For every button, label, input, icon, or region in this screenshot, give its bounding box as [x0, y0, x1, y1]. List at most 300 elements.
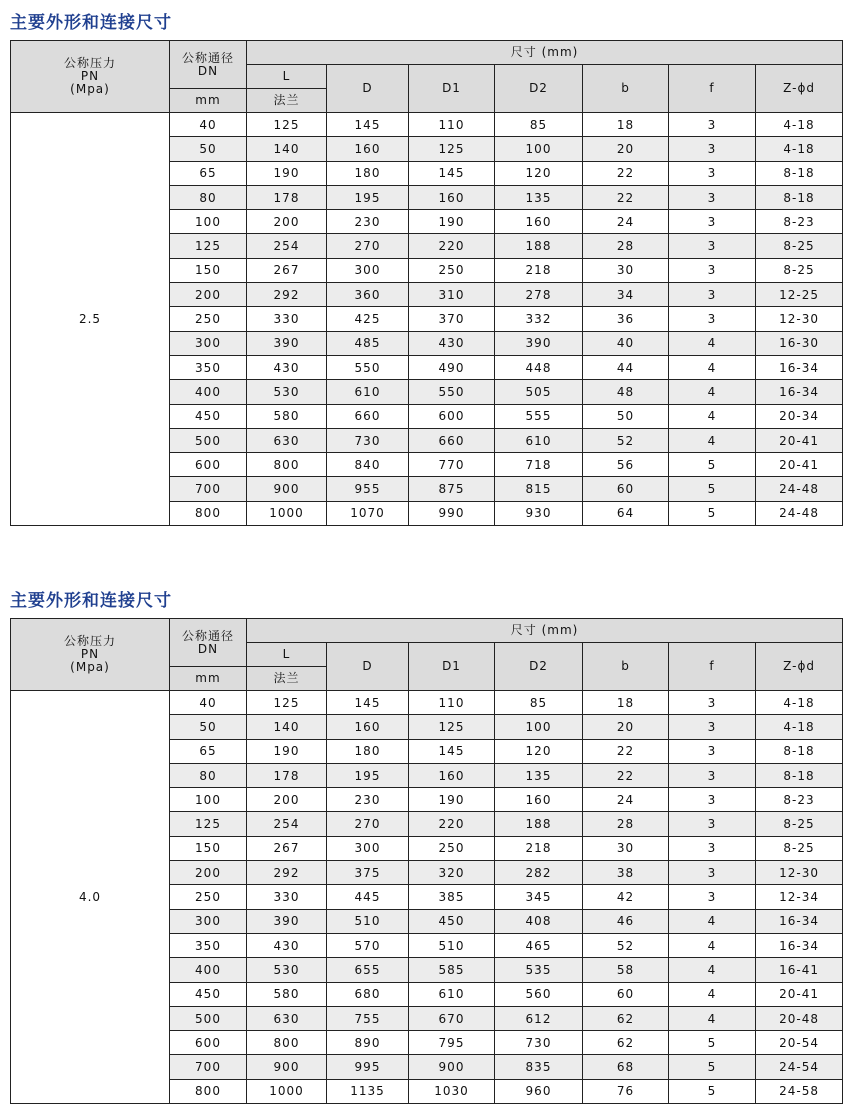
table-cell: 24-48 — [756, 477, 843, 501]
table-cell: 16-34 — [756, 933, 843, 957]
table-cell: 150 — [170, 258, 247, 282]
table-cell: 20-48 — [756, 1006, 843, 1030]
table-cell: 20-54 — [756, 1031, 843, 1055]
pn-value: 4.0 — [11, 691, 170, 1104]
l-header: L — [247, 65, 327, 89]
table-cell: 535 — [495, 958, 583, 982]
table-cell: 890 — [327, 1031, 409, 1055]
table-cell: 5 — [669, 501, 756, 525]
table-cell: 24-48 — [756, 501, 843, 525]
table-cell: 145 — [409, 161, 495, 185]
table-cell: 125 — [170, 234, 247, 258]
table-cell: 5 — [669, 1079, 756, 1103]
table-cell: 795 — [409, 1031, 495, 1055]
table-cell: 960 — [495, 1079, 583, 1103]
table-cell: 320 — [409, 861, 495, 885]
pn-header-pn-unit: (Mpa) — [70, 82, 110, 96]
dn-header-dn-sym: DN — [197, 63, 219, 78]
table-cell: 4 — [669, 958, 756, 982]
table-cell: 8-25 — [756, 812, 843, 836]
l-sub-header: 法兰 — [247, 667, 327, 691]
table-cell: 4 — [669, 355, 756, 379]
table-cell: 800 — [170, 501, 247, 525]
table-cell: 995 — [327, 1055, 409, 1079]
table-cell: 4 — [669, 404, 756, 428]
table-cell: 3 — [669, 885, 756, 909]
dn-header-dn-label: 公称通径 — [181, 50, 234, 65]
table-cell: 190 — [409, 788, 495, 812]
table-cell: 125 — [409, 137, 495, 161]
table-cell: 3 — [669, 258, 756, 282]
table-cell: 3 — [669, 113, 756, 137]
table-cell: 490 — [409, 355, 495, 379]
table-cell: 630 — [247, 1006, 327, 1030]
table-cell: 345 — [495, 885, 583, 909]
table-cell: 178 — [247, 185, 327, 209]
pn-header-pn-label: 公称压力 — [63, 634, 116, 648]
table-cell: 330 — [247, 885, 327, 909]
table-cell: 20 — [583, 137, 669, 161]
table-cell: 120 — [495, 161, 583, 185]
table-cell: 16-30 — [756, 331, 843, 355]
table-cell: 555 — [495, 404, 583, 428]
table-cell: 770 — [409, 453, 495, 477]
table-cell: 450 — [170, 404, 247, 428]
col-header: Z-ϕd — [756, 643, 843, 691]
col-header: D1 — [409, 643, 495, 691]
table-cell: 250 — [170, 885, 247, 909]
table-cell: 3 — [669, 185, 756, 209]
table-cell: 40 — [170, 691, 247, 715]
table-cell: 52 — [583, 428, 669, 452]
table-cell: 3 — [669, 137, 756, 161]
table-cell: 292 — [247, 861, 327, 885]
table-cell: 18 — [583, 691, 669, 715]
table-cell: 3 — [669, 812, 756, 836]
table-cell: 160 — [409, 763, 495, 787]
table-cell: 5 — [669, 1055, 756, 1079]
table-cell: 62 — [583, 1031, 669, 1055]
table-row — [11, 113, 843, 137]
table-cell: 1070 — [327, 501, 409, 525]
table-cell: 680 — [327, 982, 409, 1006]
table-cell: 160 — [409, 185, 495, 209]
table-cell: 4-18 — [756, 137, 843, 161]
table-cell: 430 — [247, 933, 327, 957]
table-cell: 448 — [495, 355, 583, 379]
dn-header-dn-label: 公称通径 — [181, 628, 234, 643]
table-cell: 16-34 — [756, 380, 843, 404]
table-cell: 145 — [327, 113, 409, 137]
table-cell: 278 — [495, 283, 583, 307]
table-cell: 218 — [495, 836, 583, 860]
table-cell: 100 — [495, 715, 583, 739]
table-cell: 1030 — [409, 1079, 495, 1103]
table-cell: 840 — [327, 453, 409, 477]
table-cell: 300 — [170, 909, 247, 933]
table-cell: 12-30 — [756, 861, 843, 885]
table-cell: 125 — [247, 691, 327, 715]
table-cell: 180 — [327, 739, 409, 763]
table-cell: 580 — [247, 404, 327, 428]
col-header: D — [327, 65, 409, 113]
table-cell: 610 — [327, 380, 409, 404]
table-cell: 80 — [170, 763, 247, 787]
dn-header — [170, 41, 247, 89]
table-cell: 3 — [669, 161, 756, 185]
table-cell: 160 — [327, 715, 409, 739]
table-cell: 140 — [247, 715, 327, 739]
pn-header — [11, 619, 170, 691]
table-cell: 800 — [170, 1079, 247, 1103]
table-cell: 85 — [495, 691, 583, 715]
table-cell: 4 — [669, 909, 756, 933]
table-cell: 510 — [409, 933, 495, 957]
table-cell: 4 — [669, 380, 756, 404]
pn-header-pn-sym: PN — [80, 69, 100, 83]
table-cell: 145 — [409, 739, 495, 763]
table-cell: 190 — [247, 739, 327, 763]
table-cell: 8-25 — [756, 234, 843, 258]
table-cell: 100 — [495, 137, 583, 161]
table-cell: 250 — [409, 836, 495, 860]
table-cell: 8-18 — [756, 161, 843, 185]
table-cell: 900 — [247, 477, 327, 501]
table-cell: 188 — [495, 234, 583, 258]
table-cell: 3 — [669, 715, 756, 739]
table-cell: 135 — [495, 185, 583, 209]
table-cell: 300 — [170, 331, 247, 355]
table-cell: 330 — [247, 307, 327, 331]
table-cell: 140 — [247, 137, 327, 161]
pn-header-pn-sym: PN — [80, 647, 100, 661]
table-cell: 22 — [583, 161, 669, 185]
table-cell: 12-34 — [756, 885, 843, 909]
table-cell: 408 — [495, 909, 583, 933]
table-cell: 350 — [170, 355, 247, 379]
table-cell: 76 — [583, 1079, 669, 1103]
table-cell: 48 — [583, 380, 669, 404]
table-cell: 3 — [669, 763, 756, 787]
table-cell: 34 — [583, 283, 669, 307]
table-cell: 20-41 — [756, 428, 843, 452]
table-cell: 3 — [669, 861, 756, 885]
table-cell: 125 — [170, 812, 247, 836]
table-cell: 282 — [495, 861, 583, 885]
table-cell: 254 — [247, 234, 327, 258]
table-cell: 700 — [170, 477, 247, 501]
table-cell: 3 — [669, 307, 756, 331]
table-cell: 600 — [170, 1031, 247, 1055]
table-cell: 300 — [327, 258, 409, 282]
col-header: f — [669, 65, 756, 113]
table-cell: 50 — [170, 137, 247, 161]
table-cell: 400 — [170, 380, 247, 404]
table-cell: 250 — [170, 307, 247, 331]
table-cell: 1000 — [247, 501, 327, 525]
table-cell: 200 — [170, 861, 247, 885]
table-cell: 80 — [170, 185, 247, 209]
table-cell: 465 — [495, 933, 583, 957]
dimensions-table-1 — [10, 40, 843, 526]
table-cell: 8-25 — [756, 836, 843, 860]
table-cell: 510 — [327, 909, 409, 933]
table-cell: 230 — [327, 788, 409, 812]
dimensions-header: 尺寸 (mm) — [247, 619, 843, 643]
table-cell: 218 — [495, 258, 583, 282]
pn-header-pn-unit: (Mpa) — [70, 660, 110, 674]
table-cell: 655 — [327, 958, 409, 982]
dn-header-dn-sym: DN — [197, 641, 219, 656]
table-cell: 44 — [583, 355, 669, 379]
table-cell: 160 — [327, 137, 409, 161]
table-cell: 8-23 — [756, 788, 843, 812]
table-cell: 60 — [583, 982, 669, 1006]
table-cell: 40 — [170, 113, 247, 137]
table-cell: 505 — [495, 380, 583, 404]
table-cell: 195 — [327, 763, 409, 787]
table-cell: 360 — [327, 283, 409, 307]
table-cell: 125 — [247, 113, 327, 137]
table-cell: 400 — [170, 958, 247, 982]
table-cell: 370 — [409, 307, 495, 331]
table-cell: 22 — [583, 763, 669, 787]
table-cell: 300 — [327, 836, 409, 860]
table-cell: 660 — [409, 428, 495, 452]
table-cell: 5 — [669, 1031, 756, 1055]
table-cell: 100 — [170, 210, 247, 234]
table-cell: 8-18 — [756, 185, 843, 209]
table-cell: 800 — [247, 453, 327, 477]
table-cell: 20-34 — [756, 404, 843, 428]
table-cell: 450 — [409, 909, 495, 933]
table-cell: 30 — [583, 258, 669, 282]
table-cell: 730 — [495, 1031, 583, 1055]
table-cell: 900 — [247, 1055, 327, 1079]
table-cell: 150 — [170, 836, 247, 860]
table-cell: 875 — [409, 477, 495, 501]
table-cell: 270 — [327, 234, 409, 258]
table-cell: 550 — [327, 355, 409, 379]
table-cell: 230 — [327, 210, 409, 234]
dn-unit-header: mm — [170, 667, 247, 691]
table-cell: 332 — [495, 307, 583, 331]
table-cell: 100 — [170, 788, 247, 812]
table-cell: 28 — [583, 234, 669, 258]
table-cell: 4 — [669, 428, 756, 452]
table-cell: 445 — [327, 885, 409, 909]
table-cell: 560 — [495, 982, 583, 1006]
table-cell: 4 — [669, 933, 756, 957]
table-cell: 50 — [583, 404, 669, 428]
col-header: b — [583, 65, 669, 113]
table-cell: 18 — [583, 113, 669, 137]
table-cell: 50 — [170, 715, 247, 739]
table-cell: 430 — [247, 355, 327, 379]
table-cell: 815 — [495, 477, 583, 501]
table-cell: 425 — [327, 307, 409, 331]
table-cell: 188 — [495, 812, 583, 836]
table-cell: 56 — [583, 453, 669, 477]
table-cell: 755 — [327, 1006, 409, 1030]
table-cell: 835 — [495, 1055, 583, 1079]
col-header: D2 — [495, 643, 583, 691]
table-cell: 4 — [669, 982, 756, 1006]
table-cell: 16-41 — [756, 958, 843, 982]
table-cell: 190 — [247, 161, 327, 185]
table-cell: 220 — [409, 234, 495, 258]
table-cell: 145 — [327, 691, 409, 715]
table-cell: 4-18 — [756, 715, 843, 739]
table-cell: 125 — [409, 715, 495, 739]
table-cell: 12-30 — [756, 307, 843, 331]
table-cell: 660 — [327, 404, 409, 428]
table-cell: 8-18 — [756, 763, 843, 787]
table-cell: 730 — [327, 428, 409, 452]
table-cell: 180 — [327, 161, 409, 185]
pn-header-pn-label: 公称压力 — [63, 56, 116, 70]
table-cell: 267 — [247, 258, 327, 282]
table-cell: 46 — [583, 909, 669, 933]
table-cell: 65 — [170, 161, 247, 185]
dimensions-table-2 — [10, 618, 843, 1104]
table-cell: 600 — [409, 404, 495, 428]
table-cell: 200 — [247, 210, 327, 234]
table-cell: 36 — [583, 307, 669, 331]
table-cell: 500 — [170, 1006, 247, 1030]
table-cell: 610 — [409, 982, 495, 1006]
l-header: L — [247, 643, 327, 667]
table-cell: 390 — [247, 331, 327, 355]
table-cell: 8-23 — [756, 210, 843, 234]
table-row — [11, 691, 843, 715]
table-cell: 110 — [409, 691, 495, 715]
table-cell: 20-41 — [756, 982, 843, 1006]
table-cell: 310 — [409, 283, 495, 307]
table-cell: 85 — [495, 113, 583, 137]
table-cell: 350 — [170, 933, 247, 957]
table-cell: 900 — [409, 1055, 495, 1079]
table-cell: 28 — [583, 812, 669, 836]
dimensions-header: 尺寸 (mm) — [247, 41, 843, 65]
table-cell: 3 — [669, 739, 756, 763]
table-cell: 16-34 — [756, 909, 843, 933]
table-cell: 22 — [583, 185, 669, 209]
table-cell: 160 — [495, 788, 583, 812]
table-cell: 68 — [583, 1055, 669, 1079]
table-cell: 24 — [583, 210, 669, 234]
table-cell: 3 — [669, 283, 756, 307]
table-cell: 630 — [247, 428, 327, 452]
col-header: D — [327, 643, 409, 691]
table-cell: 24-54 — [756, 1055, 843, 1079]
table-cell: 600 — [170, 453, 247, 477]
table-cell: 60 — [583, 477, 669, 501]
table-cell: 580 — [247, 982, 327, 1006]
col-header: Z-ϕd — [756, 65, 843, 113]
table-cell: 3 — [669, 691, 756, 715]
table-cell: 160 — [495, 210, 583, 234]
table-cell: 200 — [170, 283, 247, 307]
col-header: D1 — [409, 65, 495, 113]
table-cell: 670 — [409, 1006, 495, 1030]
table-cell: 1135 — [327, 1079, 409, 1103]
table-cell: 292 — [247, 283, 327, 307]
table-cell: 3 — [669, 836, 756, 860]
dn-header — [170, 619, 247, 667]
table-cell: 500 — [170, 428, 247, 452]
col-header: D2 — [495, 65, 583, 113]
table-cell: 190 — [409, 210, 495, 234]
table-cell: 64 — [583, 501, 669, 525]
dn-unit-header: mm — [170, 89, 247, 113]
table-cell: 267 — [247, 836, 327, 860]
table-cell: 24 — [583, 788, 669, 812]
table-cell: 530 — [247, 380, 327, 404]
table-cell: 700 — [170, 1055, 247, 1079]
table-cell: 58 — [583, 958, 669, 982]
table-cell: 450 — [170, 982, 247, 1006]
table-cell: 610 — [495, 428, 583, 452]
table-cell: 254 — [247, 812, 327, 836]
table-cell: 20 — [583, 715, 669, 739]
table-cell: 270 — [327, 812, 409, 836]
table-cell: 42 — [583, 885, 669, 909]
table-cell: 5 — [669, 477, 756, 501]
pn-value: 2.5 — [11, 113, 170, 526]
table-cell: 110 — [409, 113, 495, 137]
table-cell: 390 — [495, 331, 583, 355]
table-cell: 8-25 — [756, 258, 843, 282]
table-cell: 65 — [170, 739, 247, 763]
table-cell: 1000 — [247, 1079, 327, 1103]
table-cell: 4-18 — [756, 691, 843, 715]
table-cell: 955 — [327, 477, 409, 501]
table-cell: 718 — [495, 453, 583, 477]
table-cell: 24-58 — [756, 1079, 843, 1103]
l-sub-header: 法兰 — [247, 89, 327, 113]
table-cell: 16-34 — [756, 355, 843, 379]
table-cell: 40 — [583, 331, 669, 355]
table-cell: 178 — [247, 763, 327, 787]
pn-header — [11, 41, 170, 113]
table-cell: 8-18 — [756, 739, 843, 763]
table-cell: 135 — [495, 763, 583, 787]
table-cell: 430 — [409, 331, 495, 355]
table-cell: 4 — [669, 331, 756, 355]
table-cell: 30 — [583, 836, 669, 860]
table-cell: 612 — [495, 1006, 583, 1030]
table-cell: 585 — [409, 958, 495, 982]
table-cell: 4 — [669, 1006, 756, 1030]
table-cell: 530 — [247, 958, 327, 982]
table-cell: 195 — [327, 185, 409, 209]
table-cell: 52 — [583, 933, 669, 957]
table-cell: 3 — [669, 788, 756, 812]
table-cell: 3 — [669, 234, 756, 258]
table-cell: 3 — [669, 210, 756, 234]
table-cell: 485 — [327, 331, 409, 355]
table-cell: 12-25 — [756, 283, 843, 307]
table-cell: 5 — [669, 453, 756, 477]
table-cell: 38 — [583, 861, 669, 885]
col-header: b — [583, 643, 669, 691]
table-cell: 22 — [583, 739, 669, 763]
table-cell: 550 — [409, 380, 495, 404]
table-cell: 120 — [495, 739, 583, 763]
table-cell: 220 — [409, 812, 495, 836]
section-title-2: 主要外形和连接尺寸 — [10, 591, 172, 611]
